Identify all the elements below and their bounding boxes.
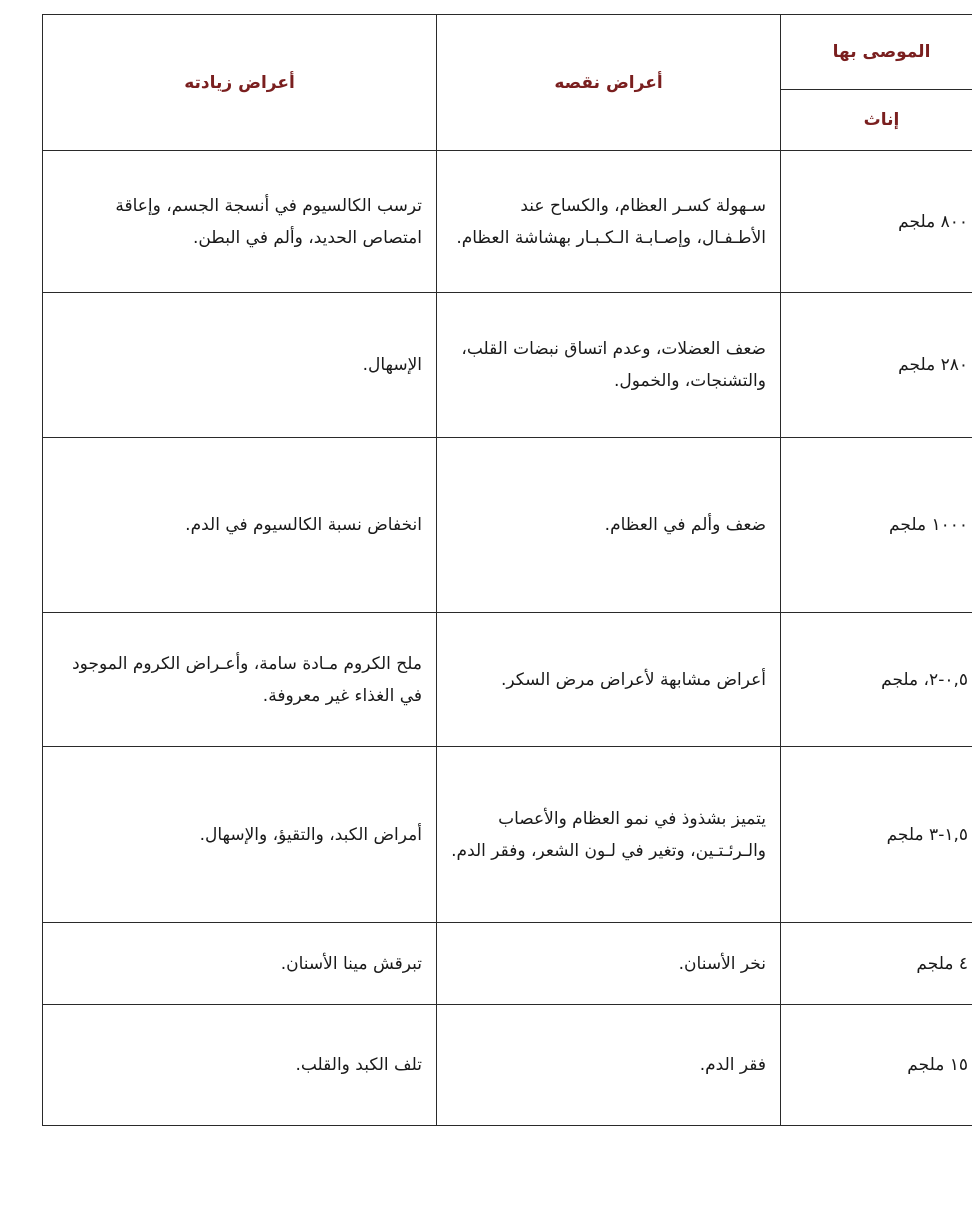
deficiency-cell: ضعف العضلات، وعدم اتساق نبضات القلب، والتشنجات، والخمول.	[437, 293, 781, 438]
deficiency-cell: ضعف وألم في العظام.	[437, 438, 781, 613]
excess-cell: تلف الكبد والقلب.	[43, 1005, 437, 1126]
table-row	[43, 1005, 972, 1126]
deficiency-cell: أعراض مشابهة لأعراض مرض السكر.	[437, 613, 781, 747]
table-row	[43, 923, 972, 1005]
header-row-1	[43, 15, 972, 90]
deficiency-cell: يتميز بشذوذ في نمو العظام والأعصاب والـرئـتـين، وتغير في لـون الشعر، وفقر الدم.	[437, 747, 781, 923]
table-row	[43, 293, 972, 438]
amount-cell: ٢٨٠ ملجم	[781, 293, 972, 438]
header-females: إناث	[781, 90, 972, 151]
excess-cell: الإسهال.	[43, 293, 437, 438]
amount-cell: ٨٠٠ ملجم	[781, 151, 972, 293]
table-row	[43, 613, 972, 747]
amount-cell: ١٥ ملجم	[781, 1005, 972, 1126]
excess-cell: انخفاض نسبة الكالسيوم في الدم.	[43, 438, 437, 613]
deficiency-cell: سـهولة كسـر العظام، والكساح عند الأطـفـال، وإصـابـة الـكـبـار بهشاشة العظام.	[437, 151, 781, 293]
amount-cell: ٤ ملجم	[781, 923, 972, 1005]
excess-cell: تبرقش مينا الأسنان.	[43, 923, 437, 1005]
amount-cell: ١٠٠٠ ملجم	[781, 438, 972, 613]
excess-cell: ملح الكروم مـادة سامة، وأعـراض الكروم الموجود في الغذاء غير معروفة.	[43, 613, 437, 747]
excess-cell: أمراض الكبد، والتقيؤ، والإسهال.	[43, 747, 437, 923]
header-excess: أعراض زيادته	[43, 15, 437, 151]
amount-cell: ٠,٥-٢، ملجم	[781, 613, 972, 747]
deficiency-cell: فقر الدم.	[437, 1005, 781, 1126]
excess-cell: ترسب الكالسيوم في أنسجة الجسم، وإعاقة امتصاص الحديد، وألم في البطن.	[43, 151, 437, 293]
amount-cell: ١,٥-٣ ملجم	[781, 747, 972, 923]
header-deficiency: أعراض نقصه	[437, 15, 781, 151]
nutrient-table	[42, 14, 972, 1126]
table-row	[43, 151, 972, 293]
table-row	[43, 438, 972, 613]
deficiency-cell: نخر الأسنان.	[437, 923, 781, 1005]
header-recommended: الموصى بها	[781, 15, 972, 90]
table-row	[43, 747, 972, 923]
